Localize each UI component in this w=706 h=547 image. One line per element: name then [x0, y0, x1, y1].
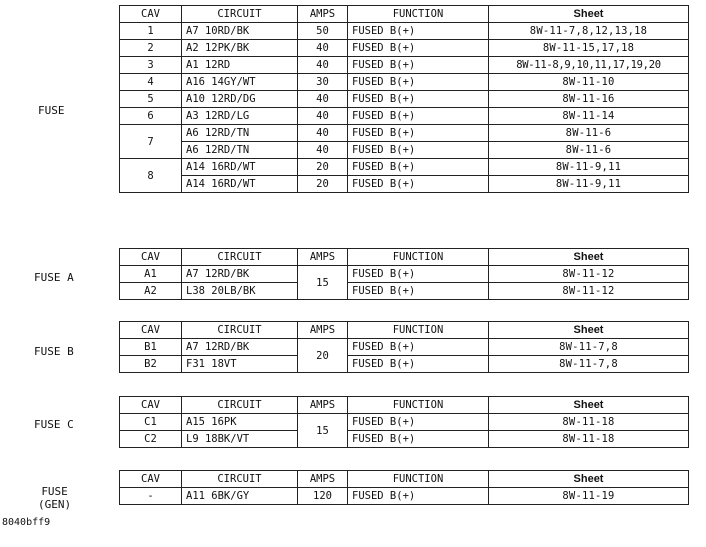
table-row: [120, 159, 689, 176]
amps-cell: 50: [298, 23, 348, 40]
cav-cell: C1: [120, 414, 182, 431]
header-row: [120, 6, 689, 23]
fuse-gen-label: [38, 485, 71, 511]
table-row: [120, 91, 689, 108]
fuse-c-table: [119, 396, 689, 448]
fuse-table: [119, 5, 689, 193]
fuse-gen-label-line2: (GEN): [38, 498, 72, 511]
sheet-cell: 8W-11-7,8: [489, 356, 689, 373]
cav-header: CAV: [120, 471, 182, 488]
fuse-a-label: FUSE A: [34, 271, 74, 284]
function-cell: FUSED B(+): [348, 431, 489, 448]
amps-cell: 40: [298, 108, 348, 125]
function-cell: FUSED B(+): [348, 91, 489, 108]
cav-cell: B2: [120, 356, 182, 373]
fuse-c-label: FUSE C: [34, 418, 74, 431]
function-cell: FUSED B(+): [348, 40, 489, 57]
circuit-cell: L9 18BK/VT: [182, 431, 298, 448]
amps-cell: 40: [298, 91, 348, 108]
fuse-a-table: [119, 248, 689, 300]
fuse-label: FUSE: [38, 104, 65, 117]
cav-cell: 8: [120, 159, 182, 193]
circuit-cell: A11 6BK/GY: [182, 488, 298, 505]
table-row: [120, 23, 689, 40]
function-cell: FUSED B(+): [348, 142, 489, 159]
circuit-cell: A7 10RD/BK: [182, 23, 298, 40]
table-row: [120, 40, 689, 57]
function-header: FUNCTION: [348, 322, 489, 339]
amps-cell: 40: [298, 57, 348, 74]
cav-cell: B1: [120, 339, 182, 356]
cav-cell: 1: [120, 23, 182, 40]
cav-cell: 7: [120, 125, 182, 159]
sheet-cell: 8W-11-9,11: [489, 176, 689, 193]
sheet-cell: 8W-11-15,17,18: [489, 40, 689, 57]
table-row: [120, 431, 689, 448]
amps-cell: 15: [298, 266, 348, 300]
circuit-cell: A15 16PK: [182, 414, 298, 431]
amps-cell: 15: [298, 414, 348, 448]
function-header: FUNCTION: [348, 471, 489, 488]
header-row: [120, 397, 689, 414]
table-row: [120, 339, 689, 356]
cav-cell: 2: [120, 40, 182, 57]
amps-header: AMPS: [298, 397, 348, 414]
amps-cell: 30: [298, 74, 348, 91]
amps-header: AMPS: [298, 6, 348, 23]
function-cell: FUSED B(+): [348, 125, 489, 142]
sheet-cell: 8W-11-9,11: [489, 159, 689, 176]
cav-cell: 6: [120, 108, 182, 125]
circuit-header: CIRCUIT: [182, 322, 298, 339]
header-row: [120, 322, 689, 339]
cav-header: CAV: [120, 249, 182, 266]
cav-cell: A2: [120, 283, 182, 300]
header-row: [120, 471, 689, 488]
circuit-header: CIRCUIT: [182, 6, 298, 23]
circuit-header: CIRCUIT: [182, 249, 298, 266]
circuit-cell: A14 16RD/WT: [182, 176, 298, 193]
amps-header: AMPS: [298, 249, 348, 266]
circuit-cell: A14 16RD/WT: [182, 159, 298, 176]
circuit-cell: A2 12PK/BK: [182, 40, 298, 57]
cav-cell: -: [120, 488, 182, 505]
amps-header: AMPS: [298, 322, 348, 339]
amps-cell: 20: [298, 339, 348, 373]
sheet-cell: 8W-11-18: [489, 414, 689, 431]
table-row: [120, 142, 689, 159]
function-header: FUNCTION: [348, 6, 489, 23]
amps-cell: 40: [298, 142, 348, 159]
cav-cell: 4: [120, 74, 182, 91]
sheet-cell: 8W-11-10: [489, 74, 689, 91]
sheet-cell: 8W-11-7,8,12,13,18: [489, 23, 689, 40]
function-header: FUNCTION: [348, 249, 489, 266]
sheet-header: Sheet: [489, 397, 689, 414]
table-row: [120, 176, 689, 193]
function-cell: FUSED B(+): [348, 266, 489, 283]
circuit-header: CIRCUIT: [182, 471, 298, 488]
circuit-cell: A3 12RD/LG: [182, 108, 298, 125]
sheet-cell: 8W-11-19: [489, 488, 689, 505]
table-row: [120, 356, 689, 373]
table-row: [120, 488, 689, 505]
fuse-b-label: FUSE B: [34, 345, 74, 358]
fuse-gen-label-line1: FUSE: [41, 485, 68, 498]
sheet-cell: 8W-11-6: [489, 125, 689, 142]
sheet-cell: 8W-11-12: [489, 283, 689, 300]
function-cell: FUSED B(+): [348, 283, 489, 300]
sheet-cell: 8W-11-16: [489, 91, 689, 108]
sheet-cell: 8W-11-12: [489, 266, 689, 283]
sheet-cell: 8W-11-6: [489, 142, 689, 159]
amps-cell: 120: [298, 488, 348, 505]
function-cell: FUSED B(+): [348, 488, 489, 505]
cav-header: CAV: [120, 6, 182, 23]
circuit-cell: A7 12RD/BK: [182, 266, 298, 283]
function-cell: FUSED B(+): [348, 356, 489, 373]
table-row: [120, 108, 689, 125]
table-row: [120, 414, 689, 431]
cav-cell: C2: [120, 431, 182, 448]
cav-cell: 5: [120, 91, 182, 108]
table-row: [120, 283, 689, 300]
table-row: [120, 266, 689, 283]
sheet-cell: 8W-11-8,9,10,11,17,19,20: [489, 57, 689, 74]
amps-cell: 40: [298, 40, 348, 57]
sheet-cell: 8W-11-14: [489, 108, 689, 125]
amps-cell: 20: [298, 159, 348, 176]
function-cell: FUSED B(+): [348, 414, 489, 431]
function-header: FUNCTION: [348, 397, 489, 414]
function-cell: FUSED B(+): [348, 57, 489, 74]
amps-header: AMPS: [298, 471, 348, 488]
circuit-cell: A7 12RD/BK: [182, 339, 298, 356]
sheet-header: Sheet: [489, 322, 689, 339]
figure-id: 8040bff9: [2, 517, 51, 528]
amps-cell: 20: [298, 176, 348, 193]
header-row: [120, 249, 689, 266]
circuit-cell: A16 14GY/WT: [182, 74, 298, 91]
circuit-cell: A10 12RD/DG: [182, 91, 298, 108]
table-row: [120, 125, 689, 142]
sheet-header: Sheet: [489, 249, 689, 266]
cav-cell: A1: [120, 266, 182, 283]
sheet-header: Sheet: [489, 471, 689, 488]
circuit-header: CIRCUIT: [182, 397, 298, 414]
sheet-header: Sheet: [489, 6, 689, 23]
function-cell: FUSED B(+): [348, 108, 489, 125]
function-cell: FUSED B(+): [348, 339, 489, 356]
cav-header: CAV: [120, 397, 182, 414]
function-cell: FUSED B(+): [348, 176, 489, 193]
circuit-cell: F31 18VT: [182, 356, 298, 373]
cav-header: CAV: [120, 322, 182, 339]
fuse-gen-table: [119, 470, 689, 505]
cav-cell: 3: [120, 57, 182, 74]
function-cell: FUSED B(+): [348, 23, 489, 40]
table-row: [120, 74, 689, 91]
function-cell: FUSED B(+): [348, 74, 489, 91]
circuit-cell: A1 12RD: [182, 57, 298, 74]
amps-cell: 40: [298, 125, 348, 142]
circuit-cell: A6 12RD/TN: [182, 125, 298, 142]
circuit-cell: L38 20LB/BK: [182, 283, 298, 300]
circuit-cell: A6 12RD/TN: [182, 142, 298, 159]
fuse-b-table: [119, 321, 689, 373]
sheet-cell: 8W-11-18: [489, 431, 689, 448]
function-cell: FUSED B(+): [348, 159, 489, 176]
sheet-cell: 8W-11-7,8: [489, 339, 689, 356]
table-row: [120, 57, 689, 74]
